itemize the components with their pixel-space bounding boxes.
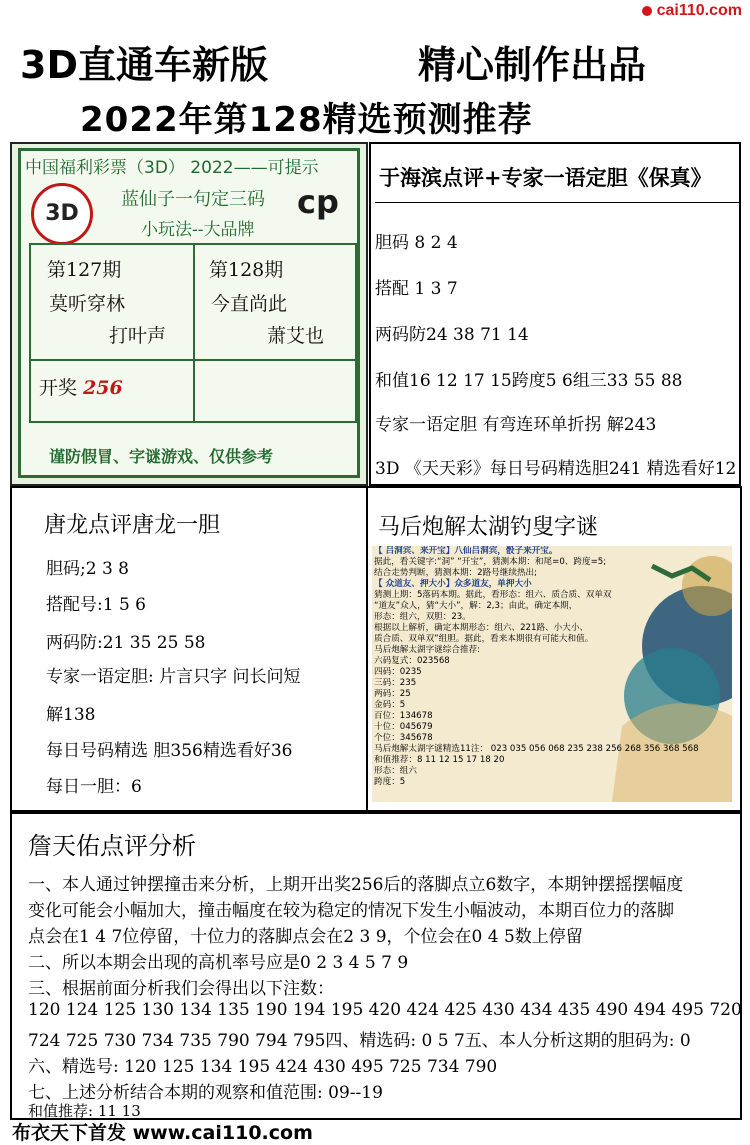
riddle-line: 结合走势判断，猜测本期：2路号继续热出;	[374, 568, 538, 578]
riddle-illustration	[372, 546, 732, 802]
3d-logo-icon: 3D	[31, 183, 93, 245]
lottery-ticket	[10, 142, 368, 486]
page-subtitle: 2022年第128精选预测推荐	[80, 100, 533, 140]
expert-tang-row: 搭配号:1 5 6	[46, 595, 146, 615]
riddle-line: 两码：25	[374, 689, 411, 699]
riddle-line: 猜测上期：5落码本期。据此，看形态：组六、质合质、双单双	[374, 590, 612, 600]
issue-128-label: 第128期	[209, 259, 284, 281]
mahoupao-title: 马后炮解太湖钓叟字谜	[378, 515, 599, 540]
expert-tang-row: 两码防:21 35 25 58	[46, 633, 206, 653]
expert-tang-row: 专家一语定胆: 片言只字 问长问短	[46, 667, 301, 687]
draw-label: 开奖	[39, 377, 78, 399]
riddle-line: 形态：组六，双胆：23。	[374, 612, 471, 622]
issue-127-riddle-b: 打叶声	[109, 325, 167, 347]
site-url[interactable]: cai110.com	[656, 2, 742, 19]
issue-128-riddle-a: 今直尚此	[211, 293, 288, 315]
riddle-text-block	[374, 546, 699, 788]
riddle-line: 三码：235	[374, 678, 417, 688]
page-title-left: 3D直通车新版	[20, 43, 268, 87]
draw-row	[39, 373, 123, 400]
analysis-row: 三、根据前面分析我们会得出以下注数：	[28, 979, 334, 999]
riddle-line: 百位：134678	[374, 711, 433, 721]
riddle-line: 【 众道友、押大小】众多道友，单押大小	[374, 579, 532, 589]
riddle-line: “道友”众人，猜“大小”，解：2,3；由此，确定本期，	[374, 601, 578, 611]
cp-logo-icon: cp	[297, 183, 339, 221]
expert-tang-row: 解138	[46, 705, 96, 725]
riddle-table	[29, 243, 357, 423]
expert-tang-panel	[10, 486, 368, 812]
riddle-line: 六码复式：023568	[374, 656, 450, 666]
issue-128-riddle-b: 萧艾也	[267, 325, 325, 347]
expert-yu-row: 搭配 1 3 7	[375, 279, 458, 299]
analysis-row: 六、精选号: 120 125 134 195 424 430 495 725 734 790	[28, 1057, 498, 1077]
analysis-panel	[10, 812, 742, 1120]
expert-yu-row: 和值16 12 17 15跨度5 6组三33 55 88	[375, 371, 683, 391]
ticket-slogan-1: 蓝仙子一句定三码	[121, 189, 265, 210]
analysis-row: 一、本人通过钟摆撞击来分析，上期开出奖256后的落脚点立6数字，本期钟摆摇摆幅度	[28, 875, 684, 895]
riddle-line: 形态：组六	[374, 766, 417, 776]
expert-yu-panel	[369, 142, 741, 486]
expert-yu-row: 专家一语定胆 有弯连环单折拐 解243	[375, 415, 657, 435]
riddle-line: 四码：0235	[374, 667, 422, 677]
expert-tang-row: 每日号码精选 胆356精选看好36	[46, 741, 293, 761]
ticket-header: 中国福利彩票（3D） 2022——可提示	[25, 158, 319, 178]
ticket-footer: 谨防假冒、字谜游戏、仅供参考	[49, 447, 274, 466]
riddle-line: 和值推荐：8 11 12 15 17 18 20	[374, 755, 505, 765]
riddle-line: 马后炮解太湖字谜综合推荐:	[374, 645, 481, 655]
riddle-line: 个位：345678	[374, 733, 433, 743]
expert-yu-title: 于海滨点评+专家一语定胆《保真》	[379, 165, 712, 190]
riddle-line: 根据以上解析，确定本期形态：组六、221路、小大小、	[374, 623, 589, 633]
riddle-line: 据此，看关键字:“洞” “开宝”，猜测本期：和尾=0、跨度=5;	[374, 557, 607, 567]
analysis-row: 和值推荐: 11 13	[28, 1102, 141, 1120]
analysis-title: 詹天佑点评分析	[28, 832, 196, 860]
mahoupao-panel	[366, 486, 742, 812]
draw-value: 256	[83, 377, 123, 399]
footer-site[interactable]: 布衣天下首发 www.cai110.com	[12, 1122, 313, 1144]
analysis-row: 变化可能会小幅加大，撞击幅度在较为稳定的情况下发生小幅波动，本期百位力的落脚	[28, 901, 674, 921]
issue-127-label: 第127期	[47, 259, 122, 281]
expert-yu-row: 胆码 8 2 4	[375, 233, 458, 253]
riddle-line: 质合质、双单双”组胆。据此，看来本期很有可能大和值。	[374, 634, 594, 644]
analysis-row: 724 725 730 734 735 790 794 795四、精选码: 0 5 7五、本人分析这期的胆码为: 0	[28, 1031, 691, 1051]
analysis-row: 二、所以本期会出现的高机率号应是0 2 3 4 5 7 9	[28, 953, 409, 973]
page-title-right: 精心制作出品	[418, 43, 647, 87]
issue-127-riddle-a: 莫听穿林	[49, 293, 126, 315]
analysis-row: 七、上述分析结合本期的观察和值范围: 09--19	[28, 1083, 383, 1103]
expert-yu-row: 两码防24 38 71 14	[375, 325, 529, 345]
dot-icon	[642, 6, 652, 16]
site-watermark[interactable]	[634, 0, 750, 22]
ticket-slogan-2: 小玩法--大品牌	[141, 220, 255, 240]
expert-yu-row: 3D 《天天彩》每日号码精选胆241 精选看好12	[375, 459, 737, 479]
expert-tang-title: 唐龙点评唐龙一胆	[44, 513, 221, 538]
expert-tang-row: 每日一胆：6	[46, 777, 142, 797]
riddle-line: 金码：5	[374, 700, 406, 710]
analysis-row: 点会在1 4 7位停留，十位力的落脚点会在2 3 9，个位会在0 4 5数上停留	[28, 927, 583, 947]
riddle-line: 十位：045679	[374, 722, 433, 732]
analysis-row: 120 124 125 130 134 135 190 194 195 420 424 425 430 434 435 490 494 495 720	[28, 1000, 742, 1020]
expert-tang-row: 胆码;2 3 8	[46, 559, 129, 579]
riddle-line: 【 吕洞宾、来开宝】八仙吕洞宾，骰子来开宝。	[374, 546, 558, 556]
riddle-line: 跨度：5	[374, 777, 406, 787]
riddle-line: 马后炮解太湖字谜精选11注： 023 035 056 068 235 238 256 268 356 368 568	[374, 744, 699, 754]
